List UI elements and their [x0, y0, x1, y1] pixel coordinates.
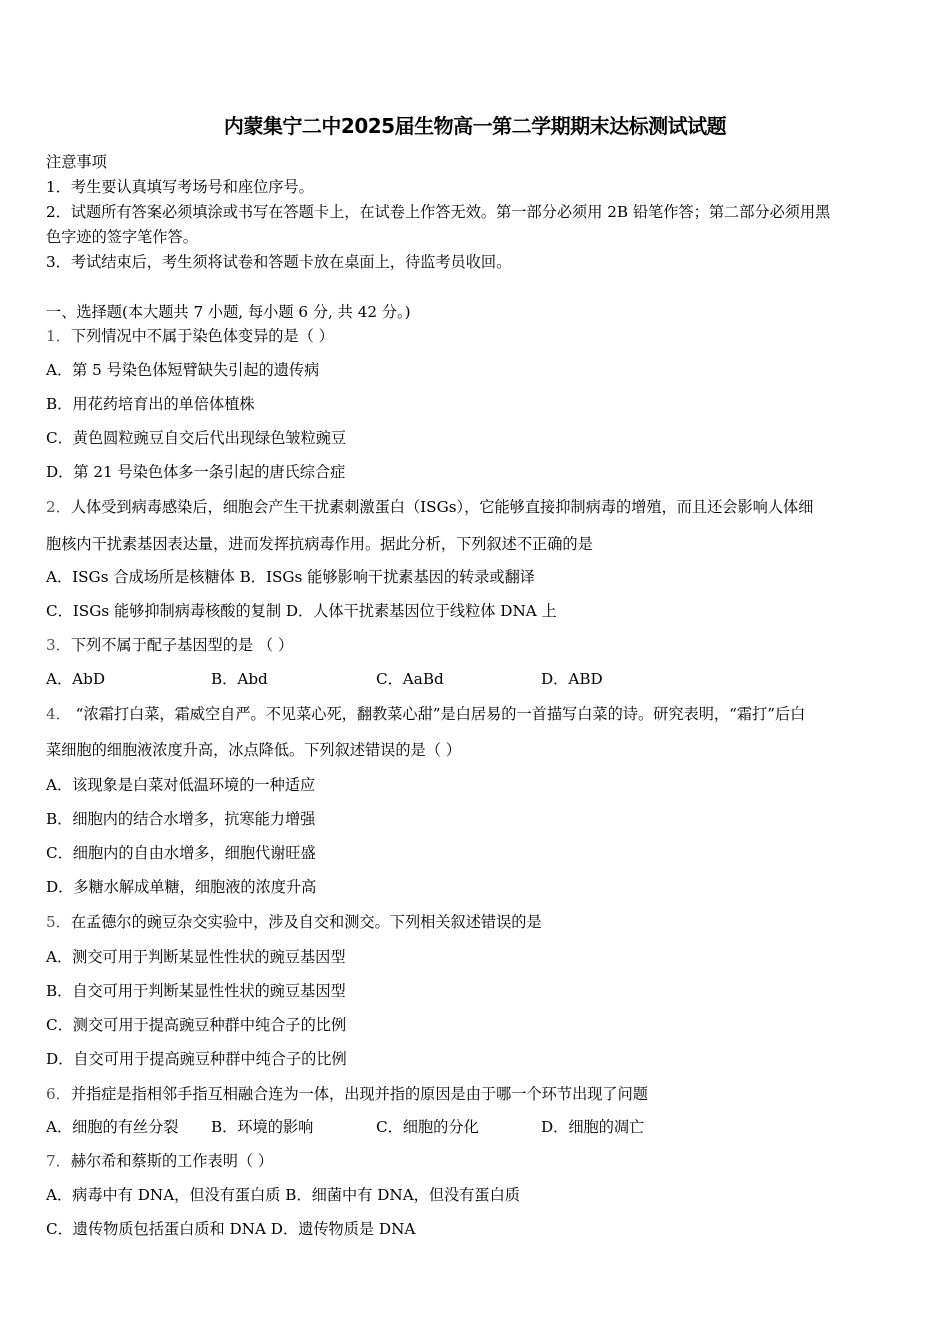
option: D．第 21 号染色体多一条引起的唐氏综合症: [46, 463, 346, 481]
notice-heading: 注意事项: [46, 153, 107, 171]
option: C．细胞内的自由水增多，细胞代谢旺盛: [46, 844, 316, 862]
question-number: 4．: [46, 705, 71, 723]
question-3: [46, 635, 908, 655]
question-number: 5．: [46, 913, 71, 931]
option-row: [46, 669, 908, 689]
question-number: 1．: [46, 327, 71, 345]
question-6: [46, 1084, 908, 1104]
option: A．第 5 号染色体短臂缺失引起的遗传病: [46, 361, 320, 379]
question-5: [46, 912, 908, 932]
question-number: 7．: [46, 1152, 71, 1170]
option: A．细胞的有丝分裂: [46, 1118, 179, 1136]
option: B．Abd: [211, 670, 268, 688]
question-4: [46, 704, 908, 724]
option: C．ISGs 能够抑制病毒核酸的复制 D．人体干扰素基因位于线粒体 DNA 上: [46, 602, 557, 620]
option: D．自交可用于提高豌豆种群中纯合子的比例: [46, 1050, 347, 1068]
option: A．该现象是白菜对低温环境的一种适应: [46, 776, 316, 794]
question-stem: “浓霜打白菜，霜威空自严。不见菜心死，翻教菜心甜”是白居易的一首描写白菜的诗。研究表明，“霜打”后白: [70, 705, 806, 723]
option: A．ISGs 合成场所是核糖体 B．ISGs 能够影响干扰素基因的转录或翻译: [46, 568, 535, 586]
option: C．测交可用于提高豌豆种群中纯合子的比例: [46, 1016, 347, 1034]
option: A．测交可用于判断某显性性状的豌豆基因型: [46, 948, 346, 966]
question-stem: 人体受到病毒感染后，细胞会产生干扰素刺激蛋白（ISGs），它能够直接抑制病毒的增殖，而且还会影响人体细: [70, 498, 814, 516]
option: C．遗传物质包括蛋白质和 DNA D．遗传物质是 DNA: [46, 1220, 416, 1238]
option: D．细胞的凋亡: [541, 1118, 645, 1136]
page-title: 内蒙集宁二中2025届生物高一第二学期期末达标测试试题: [223, 114, 727, 138]
question-stem: 在孟德尔的豌豆杂交实验中，涉及自交和测交。下列相关叙述错误的是: [70, 913, 542, 931]
question-7: [46, 1151, 908, 1171]
option: B．用花药培育出的单倍体植株: [46, 395, 255, 413]
option: C．AaBd: [376, 670, 444, 688]
notice-item: 2．试题所有答案必须填涂或书写在答题卡上，在试卷上作答无效。第一部分必须用 2B 铅笔作答；第二部分必须用黑: [46, 203, 831, 221]
question-1: [46, 326, 908, 346]
notice-item: 色字迹的签字笔作答。: [46, 228, 198, 246]
section-heading: 一、选择题(本大题共 7 小题, 每小题 6 分, 共 42 分。): [46, 303, 411, 321]
option: C．黄色圆粒豌豆自交后代出现绿色皱粒豌豆: [46, 429, 347, 447]
option: B．自交可用于判断某显性性状的豌豆基因型: [46, 982, 346, 1000]
question-stem: 下列不属于配子基因型的是 （ ）: [70, 636, 294, 654]
question-stem: 赫尔希和蔡斯的工作表明（ ）: [70, 1152, 274, 1170]
question-number: 2．: [46, 498, 71, 516]
question-number: 6．: [46, 1085, 71, 1103]
question-stem: 下列情况中不属于染色体变异的是（ ）: [70, 327, 334, 345]
notice-item: 3．考试结束后，考生须将试卷和答题卡放在桌面上，待监考员收回。: [46, 253, 512, 271]
question-2: [46, 497, 908, 517]
option: D．ABD: [541, 670, 603, 688]
option: B．细胞内的结合水增多，抗寒能力增强: [46, 810, 316, 828]
option: D．多糖水解成单糖，细胞液的浓度升高: [46, 878, 317, 896]
option: B．环境的影响: [211, 1118, 314, 1136]
notice-item: 1．考生要认真填写考场号和座位序号。: [46, 178, 314, 196]
option: C．细胞的分化: [376, 1118, 479, 1136]
question-stem-continued: 菜细胞的细胞液浓度升高，冰点降低。下列叙述错误的是（ ）: [46, 741, 461, 759]
question-number: 3．: [46, 636, 71, 654]
option: A．AbD: [46, 670, 106, 688]
question-stem-continued: 胞核内干扰素基因表达量，进而发挥抗病毒作用。据此分析，下列叙述不正确的是: [46, 535, 593, 553]
option-row: [46, 1117, 908, 1137]
question-stem: 并指症是指相邻手指互相融合连为一体，出现并指的原因是由于哪一个环节出现了问题: [70, 1085, 648, 1103]
option: A．病毒中有 DNA，但没有蛋白质 B．细菌中有 DNA，但没有蛋白质: [46, 1186, 520, 1204]
